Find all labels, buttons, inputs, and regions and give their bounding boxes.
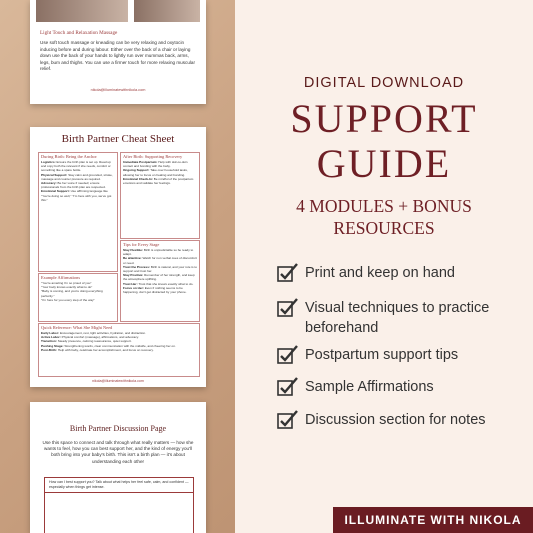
during-birth-item: Physical Support: Stay calm and grounded, stroke, massage and counter pressure as required.: [41, 172, 113, 181]
during-birth-heading: During Birth: Being the Anchor: [41, 154, 97, 159]
discussion-question-box: [44, 477, 194, 533]
feature-text: Postpartum support tips: [305, 347, 459, 363]
quick-reference-item: Post-Birth: Help with baby, celebrate her accomplishment, and focus on recovery.: [41, 347, 154, 352]
preview-page-massage: [30, 0, 206, 104]
product-info-panel: [235, 0, 533, 533]
quick-reference-heading: Quick Reference: What She Might Need: [41, 325, 113, 330]
affirmations-heading: Example Affirmations: [41, 275, 81, 280]
product-subtitle-line1: 4 MODULES + BONUS: [296, 196, 472, 216]
massage-photo-right: [134, 0, 200, 22]
after-birth-item: Ongoing Support: Take over household tasks, allowing her to focus on healing and bonding.: [123, 168, 188, 177]
quick-reference-item: Active Labor: Physical comfort (massage), affirmations, and advocacy.: [41, 335, 139, 340]
product-title-line1: SUPPORT: [290, 96, 478, 141]
feature-text: Sample Affirmations: [305, 379, 434, 395]
after-birth-heading: After Birth: Supporting Recovery: [123, 154, 183, 159]
after-birth-item: Emotional Check-In: Be mindful of the postpartum emotions and validate her feelings.: [123, 176, 194, 186]
affirmations-box: [38, 273, 118, 322]
quick-reference-item: Transition: Steady presence, calming reassurance, quiet support.: [41, 339, 132, 344]
tips-item: Stay Flexible: Birth is unpredictable so be ready to adapt.: [123, 248, 194, 257]
cheat-sheet-title: Birth Partner Cheat Sheet: [61, 133, 175, 145]
during-birth-item: Logistics: Ensure the birth plan is set up. Read up and copy both the relevant if she needs, comfort or something like a spare bottle.: [41, 160, 111, 173]
preview-page-discussion: [30, 402, 206, 533]
digital-download-label: DIGITAL DOWNLOAD: [303, 75, 465, 91]
section-title: Light Touch and Relaxation Massage: [40, 30, 118, 36]
discussion-intro: Use this space to connect and talk through what really matters — how she wants to feel, how you can best support her, and the kind of energy you'll both bring into your baby's birth. This isn't a birth plan — it's about understanding each other: [42, 440, 194, 464]
checkbox-icon: [277, 377, 299, 397]
tips-item: Trust Her: Trust that she knows exactly what to do.: [123, 281, 194, 286]
tips-item: Stay Positive: Remember of her strength, and keep the atmosphere uplifting.: [123, 273, 195, 282]
checkbox-icon: [277, 298, 299, 318]
checkbox-icon: [277, 263, 299, 283]
quick-reference-item: Early Labor: Encouragement, rest, light activities, hydration, and distraction.: [41, 331, 146, 335]
quick-reference-item: Pushing Stage: Strengthening words, clear communication with the midwife, and cheering her on.: [41, 343, 176, 348]
during-birth-item: Emotional Support: Use affirming language like "You're doing so well," "I'm here with you, we've got this.": [41, 189, 112, 202]
page-footer-email: nikola@illuminatewithnikola.com: [90, 88, 146, 92]
affirmation-item: "I'm here for you every step of the way": [41, 297, 95, 302]
massage-photo-left: [36, 0, 128, 22]
page-footer-email: nikola@illuminatewithnikola.com: [92, 379, 144, 383]
checkbox-icon: [277, 345, 299, 365]
preview-page-cheat-sheet: [30, 127, 206, 387]
tips-box: [120, 240, 200, 322]
during-birth-item: Advocacy: Be her voice if needed; ensure professionals from the birth plan are respected.: [41, 181, 106, 190]
discussion-title: Birth Partner Discussion Page: [69, 424, 167, 433]
during-birth-box: [38, 152, 118, 272]
discussion-question: How can I best support you? Talk about what helps her feel safe, calm, and confident — especially when things get intense.: [45, 478, 193, 493]
product-subtitle-line2: RESOURCES: [333, 218, 435, 238]
after-birth-item: Immediate Postpartum: Help with skin-to-skin contact and bonding with the baby.: [123, 160, 188, 169]
affirmation-item: "Your body knows exactly what to do": [41, 285, 93, 290]
tips-item: Trust the Process: Birth is natural, and your role is to support and trust her.: [123, 264, 197, 274]
feature-text: Print and keep on hand: [305, 265, 455, 281]
section-body: Use soft touch massage or kneading can be very relaxing and oxytocin inducing before and during labour. Either over the back of a chair or laying down use the back of your hands to lightly run over mummas back, arms, legs, bum and thighs. You can use a firmer touch for more relaxing muscular relief.: [40, 40, 195, 72]
feature-text: Discussion section for notes: [305, 412, 486, 428]
tips-item: Focus on Her: Even if nothing seems to be happening, don't get distracted by your phone.: [123, 285, 187, 295]
tips-heading: Tips for Every Stage: [123, 242, 160, 247]
affirmation-item: "Baby is coming, and you're doing everything perfectly.": [41, 289, 103, 298]
after-birth-box: [120, 152, 200, 239]
checkbox-icon: [277, 410, 299, 430]
affirmation-item: "You're amazing I'm so proud of you": [41, 281, 92, 285]
feature-text: Visual techniques to practice beforehand: [305, 300, 490, 336]
quick-reference-box: [38, 323, 200, 377]
tips-item: Be attentive: Watch for non verbal cues of discomfort or need.: [123, 256, 197, 265]
product-title-line2: GUIDE: [316, 141, 452, 186]
brand-banner: ILLUMINATE WITH NIKOLA: [333, 507, 533, 533]
